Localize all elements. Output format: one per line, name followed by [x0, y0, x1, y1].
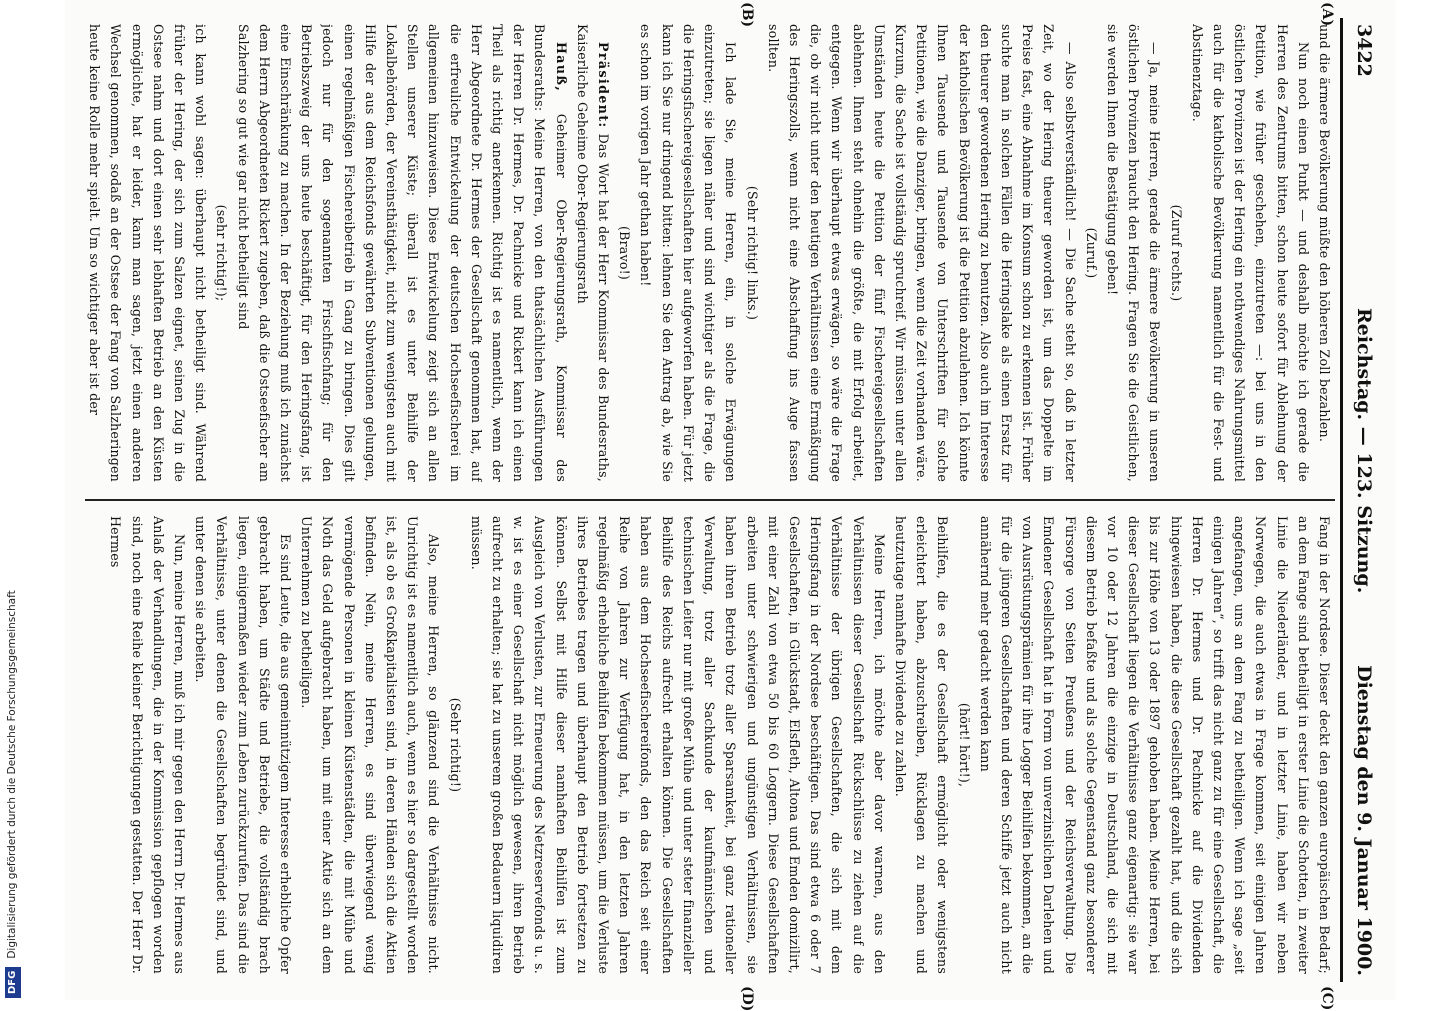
interjection: (hört! hört!), [956, 702, 972, 788]
speaker-name: Hauß, [553, 42, 569, 93]
paragraph: — Ja, meine Herren, gerade die ärmere Bevölkerung in unseren östlichen Provinzen braucht den Hering. Fragen Sie die Geistlichen, sie werden Ihnen die Bestätigung geben! [1104, 24, 1163, 482]
paragraph: Nun noch einen Punkt — und deshalb möchte ich gerade die Herren des Zentrums bitten, schon heute sofort für Ablehnung der Petition, wie früher geschehen, einzutreten —: bei uns in den östlichen Provinzen ist der Hering ein nothwendiges Nahrungsmittel auch für die katholische Bevölkerung namentlich für die Fest- und Abstinenztage. [1189, 24, 1311, 482]
session-date: Dienstag den 9. Januar 1900. [1353, 665, 1375, 976]
credit-text: Digitalisierung gefördert durch die Deutsche Forschungsgemeinschaft [6, 590, 18, 959]
paragraph: ich kann wohl sagen: überhaupt nicht betheiligt sind. Während früher der Hering, der sich zum Salzen eignet, seinen Zug in die Ostsee nahm und dort einen sehr lebhaften Betrieb an den Küsten ermöglichte, hat er leider, kann man sagen, jetzt einen anderen Wechsel genommen, sodaß an der Ostsee der Fang von Salzheringen heute keine Rolle mehr spielt. Um so wichtiger aber ist der [87, 24, 209, 482]
speech-text: Geheimer Ober-Regierungsrath, Kommissar des Bundesraths: Meine Herren, von den thatsächlichen Ausführungen der Herren Dr. Hermes, Dr. Pachnicke und Rickert kann ich einen Theil als richtig anerkennen. Richtig ist es namentlich, wenn der Herr Abgeordnete Dr. Hermes der Gesellschaft genommen hat, auf die erfreuliche Entwickelung der deutschen Hochseefischerei im allgemeinen hinzuweisen. Diese Entwickelung zeigt sich an allen Stellen unserer Küste; überall ist es unter Beihilfe der Lokalbehörden, der Vereinsthätigkeit, nicht zum wenigsten auch mit Hilfe der aus dem Reichsfonds gewährten Subventionen gelungen, einen regelmäßigen Fischereibetrieb in Gang zu bringen. Dies gilt jedoch nur für den sogenannten Frischfischfang; für den Betriebszweig der uns heute beschäftigt, für den Heringsfang, ist eine Einschränkung zu machen. In der Beziehung muß ich zunächst dem Herrn Abgeordneten Rickert zugeben, daß die Ostseefischer am Salzhering so gut wie gar nicht betheiligt sind [235, 24, 569, 482]
right-column [85, 516, 1335, 974]
speech-intro [572, 24, 614, 482]
speech-text: Das Wort hat der Herr Kommissar des Bundesraths, Kaiserliche Geheime Ober-Regierungsrath [574, 24, 612, 482]
column-divider [85, 499, 1335, 501]
page-header [1347, 18, 1377, 982]
page-title: Reichstag. — 123. Sitzung. [1353, 308, 1375, 594]
interjection: (Zuruf rechts.) [1168, 204, 1184, 302]
margin-marker-b: (B) [739, 2, 755, 28]
interjection: (Bravo!) [617, 226, 633, 280]
header-rule [1340, 18, 1343, 982]
margin-marker-d: (D) [739, 986, 755, 1011]
paragraph: und die ärmere Bevölkerung müßte den höheren Zoll bezahlen. [1317, 24, 1332, 443]
speaker-name: Präsident: [596, 42, 612, 129]
paragraph: Also, meine Herren, so glänzend sind die Verhältnisse nicht. Unrichtig ist es namentlich auch, wenn es hier so dargestellt worden ist, als ob es Großkapitalisten sind, in deren Händen sich die Aktien befinden. Nein, meine Herren, es sind überwiegend wenig vermögende Personen in kleinen Küstenstädten, die mit Mühe und Noth das Geld aufgebracht haben, um mit einer Aktie sich an dem Unternehmen zu betheiligen. [299, 516, 442, 974]
speech-intro [232, 24, 571, 482]
paragraph: Ich lade Sie, meine Herren, ein, in solche Erwägungen einzutreten; sie liegen näher und sind wichtiger als die Frage, die die Heringsfischereigesellschaften hier aufgeworfen haben. Für jetzt kann ich Sie nur dringend bitten: lehnen Sie den Antrag ab, wie Sie es schon im vorigen Jahr gethan haben! [638, 24, 739, 482]
interjection: (Sehr richtig! links.) [744, 185, 760, 321]
left-column [85, 24, 1335, 482]
interjection: (sehr richtig!); [214, 204, 230, 302]
dfg-logo: DFG [5, 967, 21, 998]
page-number: 3422 [1353, 24, 1375, 77]
paragraph: Es sind Leute, die aus gemeinnützigem Interesse erhebliche Opfer gebracht haben, um Städte und Betriebe, die vollständig brach liegen, einigermaßen wieder zum Leben zurückzurufen. Das sind die Verhältnisse, unter denen die Gesellschaften begründet sind, und unter denen sie arbeiten. [193, 516, 294, 974]
margin-marker-a: (A) [1319, 2, 1335, 27]
paragraph: Nun, meine Herren, muß ich mir gegen den Herrn Dr. Hermes aus Anlaß der Verhandlungen, die in der Kommission gepflogen worden sind, noch eine Reihe kleiner Berichtigungen gestatten. Der Herr Dr. Hermes [108, 516, 188, 974]
digitization-credit [4, 0, 20, 998]
interjection: (Zuruf.) [1083, 227, 1099, 279]
paragraph: Fang in der Nordsee. Dieser deckt den ganzen europäischen Bedarf; an dem Fange sind betheiligt in erster Linie die Schotten, in zweiter Linie die Niederländer, und in letzter Linie, haben wir neben Norwegen, die auch etwas in Frage kommen, seit einigen Jahren angefangen, uns an dem Fang zu betheiligen. Wenn ich sage „seit einigen Jahren“, so trifft das nicht ganz zu für eine Gesellschaft, die Herren Dr. Hermes und Dr. Pachnicke auf die Dividenden hingewiesen haben, die diese Gesellschaft gezahlt hat, und die sich bis zur Höhe von 13 oder 1897 gehoben haben. Meine Herren, bei dieser Gesellschaft liegen die Verhältnisse ganz eigenartig: sie war vor 10 oder 12 Jahren die einzige in Deutschland, die sich mit diesem Betrieb befaßte und als solche Gegenstand ganz besonderer Fürsorge von Seiten Preußens und der Reichsverwaltung. Die Emdener Gesellschaft hat in Form von unverzinslichen Darlehen und von Ausrüstungsprämien für ihre Logger Beihilfen bekommen, an die für die jüngeren Gesellschaften und deren Schiffe jetzt auch nicht annähernd mehr gedacht werden kann [977, 516, 1332, 974]
document-page [65, 0, 1395, 1011]
paragraph: Meine Herren, ich möchte aber davor warnen, aus den Verhältnissen dieser Gesellschaft Rückschlüsse zu ziehen auf die Verhältnisse der übrigen Gesellschaften, die sich mit dem Heringsfang in der Nordsee beschäftigen. Das sind etwa 6 oder 7 Gesellschaften, in Glückstadt, Elsfleth, Altona und Emden domizilirt, mit einer Zahl von etwa 50 bis 60 Loggern. Diese Gesellschaften arbeiten unter schwierigen und ungünstigen Verhältnissen, sie haben ihren Betrieb trotz aller Sparsamkeit, bei ganz rationeller Verwaltung, trotz aller Sachkunde der kaufmännischen und technischen Leiter nur mit großer Mühe und unter steter finanzieller Beihilfe des Reichs aufrecht erhalten können. Die Gesellschaften haben aus dem Hochseefischereifonds, den das Reich seit einer Reihe von Jahren zur Verfügung hat, in den letzten Jahren regelmäßig erhebliche Beihilfen bekommen müssen, um die Verluste ihres Betriebes tragen und überhaupt den Betrieb fortsetzen zu können. Selbst mit Hilfe dieser namhaften Beihilfen ist zum Ausgleich von Verlusten, zur Erneuerung des Netzreservefonds u. s. w. ist es einer Gesellschaft nicht möglich gewesen, ihren Betrieb aufrecht zu erhalten; sie hat zu unserem großen Bedauern liquidiren müssen. [468, 516, 887, 974]
paragraph: — Also selbstverständlich! — Die Sache steht so, daß in letzter Zeit, wo der Hering theurer geworden ist, um das Doppelte im Preise fast, eine Abnahme im Konsum schon zu erkennen ist. Früher suchte man in solchen Fällen die Heringslake als einen Ersatz für den theurer gewordenen Hering zu benutzen. Also auch im Interesse der katholischen Bevölkerung ist die Petition abzulehnen. Ich könnte Ihnen Tausende und Tausende von Unterschriften für solche Petitionen, wie die Danziger, bringen, wenn die Zeit vorhanden wäre. Kurzum, die Sache ist vollständig spruchreif. Wir müssen unter allen Umständen heute die Petition der fünf Fischereigesellschaften ablehnen. Ihnen steht ohnehin die größte, die mit Erfolg arbeitet, entgegen. Wenn wir überhaupt etwas erwägen, so wäre die Frage die, ob wir nicht unter den heutigen Verhältnissen eine Ermäßigung des Heringszolls, wenn nicht eine Abschaffung ins Auge fassen sollten. [765, 24, 1078, 482]
margin-marker-c: (C) [1319, 986, 1335, 1011]
interjection: (Sehr richtig!) [447, 697, 463, 793]
paragraph: Beihilfen, die es der Gesellschaft ermöglicht oder wenigstens erleichtert haben, abzuschreiben, Rücklagen zu machen und heutzutage namhafte Dividende zu zahlen. [892, 516, 951, 974]
